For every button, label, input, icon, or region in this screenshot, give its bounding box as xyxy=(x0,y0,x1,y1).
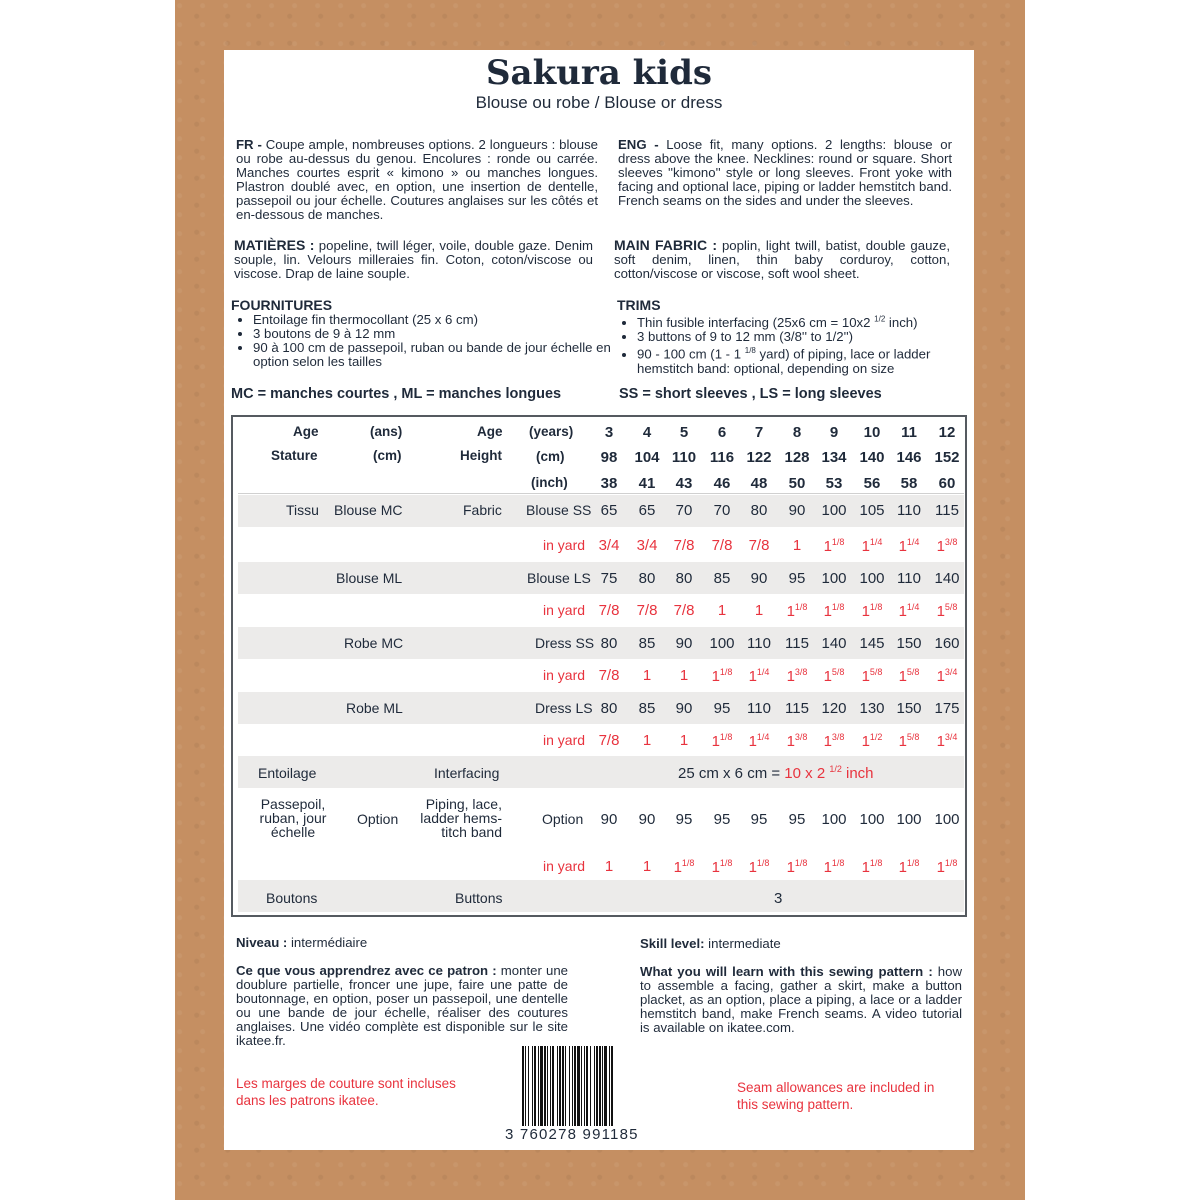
age-cell: 10 xyxy=(863,424,881,441)
pattern-subtitle: Blouse ou robe / Blouse or dress xyxy=(475,93,723,112)
option-fr-label xyxy=(243,797,343,839)
fabric-cm-cell: 175 xyxy=(934,700,960,717)
fabric-yard-cell: 7/8 xyxy=(748,537,770,554)
option-cm-cell: 95 xyxy=(750,811,768,828)
interfacing-fr-label: Entoilage xyxy=(258,765,317,781)
height-inch-cell: 48 xyxy=(750,475,768,492)
interfacing-en-label: Interfacing xyxy=(434,765,500,781)
yard-label: in yard xyxy=(543,732,586,748)
fabric-cm-cell: 80 xyxy=(600,700,618,717)
fabric-cm-cell: 65 xyxy=(600,502,618,519)
height-cm-cell: 152 xyxy=(934,449,960,466)
fabric-cm-cell: 70 xyxy=(713,502,731,519)
fabric-cm-cell: 150 xyxy=(896,635,922,652)
fabric-yard-cell: 1 xyxy=(679,732,689,749)
option-yard-cell: $1^{1/8}$ xyxy=(898,858,920,876)
fabric-yard-cell: $1^{1/4}$ xyxy=(898,537,920,555)
fabric-fr-label: Tissu xyxy=(286,502,319,518)
fabric-yard-cell: 1 xyxy=(679,667,689,684)
option-yard-cell: $1^{1/8}$ xyxy=(673,858,695,876)
fabric-cm-cell: 90 xyxy=(788,502,806,519)
fr-level xyxy=(236,936,367,950)
option-cm-cell: 95 xyxy=(675,811,693,828)
height-cm-cell: 98 xyxy=(600,449,618,466)
fabric-cm-cell: 105 xyxy=(859,502,885,519)
fabric-yard-cell: $1^{1/8}$ xyxy=(823,537,845,555)
barcode-number: 3 760278 991185 xyxy=(505,1126,639,1143)
age-cell: 9 xyxy=(829,424,839,441)
fr-trims-list xyxy=(231,313,613,369)
fr-legend: MC = manches courtes , ML = manches longues xyxy=(231,386,562,402)
option-yard-cell: $1^{1/8}$ xyxy=(748,858,770,876)
fabric-yard-cell: $1^{1/8}$ xyxy=(711,667,733,685)
fabric-cm-cell: 90 xyxy=(675,635,693,652)
age-cell: 6 xyxy=(717,424,727,441)
fabric-yard-cell: $1^{3/4}$ xyxy=(936,667,958,685)
height-cm-cell: 128 xyxy=(784,449,810,466)
fr-level-head: Niveau : xyxy=(236,935,288,950)
fabric-cm-cell: 110 xyxy=(897,570,921,587)
age-cell: 12 xyxy=(938,424,956,441)
stature-label: Stature xyxy=(271,448,318,463)
option-yard-cell: $1^{1/8}$ xyxy=(861,858,883,876)
cm-fr-label: (cm) xyxy=(373,448,402,463)
table-divider xyxy=(238,493,964,494)
fabric-yard-cell: 7/8 xyxy=(598,667,620,684)
option-cm-cell: 100 xyxy=(934,811,960,828)
age-cell: 11 xyxy=(901,424,917,441)
fabric-cm-cell: 85 xyxy=(638,700,656,717)
fabric-yard-cell: $1^{1/8}$ xyxy=(861,602,883,620)
row-label-fr: Robe MC xyxy=(344,635,404,651)
fabric-cm-cell: 80 xyxy=(638,570,656,587)
row-label-en: Dress LS xyxy=(535,700,593,716)
fabric-cm-cell: 90 xyxy=(675,700,693,717)
fabric-yard-cell: $1^{1/8}$ xyxy=(711,732,733,750)
fabric-cm-cell: 95 xyxy=(713,700,731,717)
option-cm-cell: 100 xyxy=(896,811,922,828)
fabric-en-label: Fabric xyxy=(463,502,502,518)
en-fabrics xyxy=(614,238,950,281)
fabric-yard-cell: 7/8 xyxy=(598,602,620,619)
option-en-line: titch band xyxy=(441,824,502,840)
age-cell: 7 xyxy=(754,424,764,441)
fabric-cm-cell: 115 xyxy=(935,502,959,519)
en-learn-head: What you will learn with this sewing pattern : xyxy=(640,964,933,979)
fabric-yard-cell: $1^{1/2}$ xyxy=(861,732,883,750)
fabric-cm-cell: 65 xyxy=(638,502,656,519)
height-label: Height xyxy=(460,448,502,463)
fr-learn-head: Ce que vous apprendrez avec ce patron : xyxy=(236,963,497,978)
age-cell: 3 xyxy=(604,424,614,441)
height-inch-cell: 46 xyxy=(713,475,731,492)
height-cm-cell: 104 xyxy=(634,449,660,466)
fabric-cm-cell: 75 xyxy=(600,570,618,587)
age-fr-label: Age xyxy=(293,424,319,439)
height-cm-cell: 140 xyxy=(859,449,885,466)
en-level-head: Skill level: xyxy=(640,936,705,951)
row-label-fr: Blouse MC xyxy=(334,502,403,518)
ans-label: (ans) xyxy=(370,424,403,439)
option-cm-cell: 90 xyxy=(638,811,656,828)
age-cell: 4 xyxy=(642,424,652,441)
list-item xyxy=(637,313,967,330)
option-cm-cell: 95 xyxy=(713,811,731,828)
row-label-fr: Robe ML xyxy=(346,700,403,716)
fabric-yard-cell: $1^{3/8}$ xyxy=(823,732,845,750)
list-item: • Entoilage fin thermocollant (25 x 6 cm) xyxy=(253,313,613,327)
height-cm-cell: 134 xyxy=(821,449,847,466)
option-fr-line: Passepoil, xyxy=(260,796,326,812)
height-inch-cell: 43 xyxy=(675,475,693,492)
en-fabric-text: poplin, light twill, batist, double gauze, soft denim, linen, thin baby corduroy, cotton, cotton/viscose or viscose, soft wool sheet. xyxy=(614,238,950,281)
fabric-yard-cell: 3/4 xyxy=(598,537,620,554)
option-fr-line: ruban, jour xyxy=(259,810,327,826)
fabric-yard-cell: 1 xyxy=(754,602,764,619)
fabric-yard-cell: $1^{5/8}$ xyxy=(898,667,920,685)
yard-label: in yard xyxy=(543,667,586,683)
fr-fabric-head: MATIÈRES : xyxy=(234,237,315,253)
fabric-yard-cell: $1^{5/8}$ xyxy=(936,602,958,620)
height-cm-cell: 122 xyxy=(746,449,772,466)
en-level-text: intermediate xyxy=(704,936,781,951)
interfacing-value xyxy=(678,764,874,782)
fr-fabric-text: popeline, twill léger, voile, double gaze. Denim souple, lin. Velours milleraies fin. Coton, coton/viscose ou viscose. Drap de laine souple. xyxy=(234,238,593,281)
en-learn xyxy=(640,965,962,1035)
option-cm-cell: 100 xyxy=(859,811,885,828)
fabric-yard-cell: 1 xyxy=(642,667,652,684)
fabric-cm-cell: 140 xyxy=(821,635,847,652)
row-label-fr: Blouse ML xyxy=(336,570,403,586)
fabric-cm-cell: 90 xyxy=(750,570,768,587)
en-fabric-head: MAIN FABRIC : xyxy=(614,237,717,253)
age-cell: 5 xyxy=(679,424,689,441)
fabric-yard-cell: $1^{3/8}$ xyxy=(936,537,958,555)
pattern-title: Sakura kids xyxy=(485,53,713,93)
fabric-cm-cell: 100 xyxy=(709,635,735,652)
fabric-yard-cell: 7/8 xyxy=(711,537,733,554)
fabric-cm-cell: 115 xyxy=(785,635,809,652)
fabric-cm-cell: 140 xyxy=(934,570,960,587)
en-desc-text: Loose fit, many options. 2 lengths: blouse or dress above the knee. Necklines: round or square. Short sleeves ''kimono'' style or long sleeves. Front yoke with facing and optional lace, piping or ladder hemstitch band. French seams on the sides and under the sleeves. xyxy=(618,137,952,208)
fabric-cm-cell: 160 xyxy=(934,635,960,652)
option-yard-cell: $1^{1/8}$ xyxy=(823,858,845,876)
fabric-yard-cell: $1^{1/4}$ xyxy=(748,732,770,750)
fabric-yard-cell: $1^{5/8}$ xyxy=(861,667,883,685)
fabric-cm-cell: 85 xyxy=(638,635,656,652)
fr-level-text: intermédiaire xyxy=(287,935,368,950)
option-en-line: Piping, lace, xyxy=(425,796,502,812)
height-inch-cell: 50 xyxy=(788,475,806,492)
fabric-cm-cell: 110 xyxy=(747,700,771,717)
option-en-line: ladder hems- xyxy=(420,810,502,826)
en-description xyxy=(618,138,952,208)
fabric-cm-cell: 70 xyxy=(675,502,693,519)
fabric-yard-cell: $1^{5/8}$ xyxy=(823,667,845,685)
fabric-cm-cell: 150 xyxy=(896,700,922,717)
row-label-en: Blouse SS xyxy=(526,502,592,518)
fabric-yard-cell: $1^{3/8}$ xyxy=(786,667,808,685)
fabric-cm-cell: 100 xyxy=(859,570,885,587)
fabric-cm-cell: 95 xyxy=(788,570,806,587)
en-legend: SS = short sleeves , LS = long sleeves xyxy=(619,386,882,402)
option-yard-cell: $1^{1/8}$ xyxy=(786,858,808,876)
yard-label: in yard xyxy=(543,858,586,874)
fabric-yard-cell: $1^{1/8}$ xyxy=(786,602,808,620)
fabric-yard-cell: 7/8 xyxy=(673,537,695,554)
option-yard-cell: $1^{1/8}$ xyxy=(936,858,958,876)
fabric-yard-cell: $1^{3/8}$ xyxy=(786,732,808,750)
en-trims-list xyxy=(615,313,967,376)
en-trims-head: TRIMS xyxy=(617,297,661,313)
option-cm-cell: 100 xyxy=(821,811,847,828)
row-label-en: Dress SS xyxy=(535,635,595,651)
fr-description xyxy=(236,138,598,222)
option-cm-cell: 95 xyxy=(788,811,806,828)
fr-fabrics xyxy=(234,238,593,281)
fabric-cm-cell: 145 xyxy=(859,635,885,652)
option-en: Option xyxy=(542,811,584,827)
fabric-cm-cell: 110 xyxy=(897,502,921,519)
fr-learn-text: monter une doublure partielle, froncer une jupe, faire une patte de boutonnage, en option, poser un passepoil, une dentelle ou une bande de jour échelle, réaliser des coutures anglaises. Une vidéo complète est disponible sur le site ikatee.fr. xyxy=(236,963,569,1048)
fabric-yard-cell: 1 xyxy=(717,602,727,619)
cm-en-label: (cm) xyxy=(536,449,565,464)
option-yard-cell: $1^{1/8}$ xyxy=(711,858,733,876)
height-inch-cell: 56 xyxy=(863,475,881,492)
height-inch-cell: 60 xyxy=(938,475,956,492)
fabric-cm-cell: 110 xyxy=(747,635,771,652)
inch-label: (inch) xyxy=(531,475,568,490)
option-yard-cell: 1 xyxy=(604,858,614,875)
height-cm-cell: 116 xyxy=(709,449,735,466)
height-inch-cell: 58 xyxy=(900,475,918,492)
years-label: (years) xyxy=(529,424,574,439)
fabric-cm-cell: 85 xyxy=(713,570,731,587)
row-label-en: Blouse LS xyxy=(527,570,591,586)
buttons-fr-label: Boutons xyxy=(266,890,318,906)
interfacing-cm: 25 cm x 6 cm = xyxy=(678,765,785,782)
fabric-yard-cell: 1 xyxy=(642,732,652,749)
fabric-yard-cell: $1^{1/4}$ xyxy=(748,667,770,685)
fabric-yard-cell: $1^{5/8}$ xyxy=(898,732,920,750)
height-inch-cell: 38 xyxy=(600,475,618,492)
en-seam-note: Seam allowances are included in this sewing pattern. xyxy=(737,1080,935,1112)
fabric-cm-cell: 100 xyxy=(821,570,847,587)
fabric-cm-cell: 100 xyxy=(821,502,847,519)
age-cell: 8 xyxy=(792,424,802,441)
option-yard-cell: 1 xyxy=(642,858,652,875)
list-item: • 90 à 100 cm de passepoil, ruban ou bande de jour échelle en option selon les tailles xyxy=(253,341,613,369)
buttons-en-label: Buttons xyxy=(455,890,503,906)
list-item: • 90 - 100 cm (1 - 1 $^{1/8}$ yard) of piping, lace or ladder hemstitch band: optional, depending on size xyxy=(637,344,967,375)
list-item: • 3 buttons of 9 to 12 mm (3/8'' to 1/2'') xyxy=(637,330,967,344)
interfacing-inch: 10 x 2 $^{1/2}$ inch xyxy=(784,764,874,782)
list-item: • 3 boutons de 9 à 12 mm xyxy=(253,327,613,341)
height-inch-cell: 41 xyxy=(638,475,656,492)
fabric-cm-cell: 80 xyxy=(600,635,618,652)
en-trim-1: Thin fusible interfacing (25x6 cm = 10x2 $^{1/2}$ inch) xyxy=(637,315,918,331)
option-en-label xyxy=(408,797,502,839)
table-band xyxy=(238,880,964,912)
fabric-cm-cell: 80 xyxy=(750,502,768,519)
fr-desc-text: Coupe ample, nombreuses options. 2 longueurs : blouse ou robe au-dessus du genou. Encolures : ronde ou carrée. Manches courtes esprit « kimono » ou manches longues. Plastron doublé avec, en option, une insertion de dentelle, passepoil ou jour échelle. Coutures anglaises sur les côtés et en-dessous de manches. xyxy=(236,137,598,222)
height-inch-cell: 53 xyxy=(825,475,843,492)
option-fr-line: échelle xyxy=(270,824,316,840)
option-fr-mid: Option xyxy=(357,811,399,827)
fabric-cm-cell: 130 xyxy=(859,700,885,717)
age-en-label: Age xyxy=(477,424,503,439)
fabric-yard-cell: 7/8 xyxy=(673,602,695,619)
fr-desc-head: FR - xyxy=(236,137,262,152)
en-learn-text: how to assemble a facing, gather a skirt, make a button placket, as an option, place a piping, a lace or a ladder hemstitch band, make French seams. A video tutorial is available on ikatee.com. xyxy=(640,964,962,1035)
fabric-cm-cell: 120 xyxy=(821,700,847,717)
fabric-yard-cell: $1^{1/8}$ xyxy=(823,602,845,620)
height-cm-cell: 110 xyxy=(671,449,697,466)
fabric-yard-cell: $1^{1/4}$ xyxy=(898,602,920,620)
barcode xyxy=(521,1046,671,1126)
fabric-yard-cell: 7/8 xyxy=(636,602,658,619)
fabric-yard-cell: 7/8 xyxy=(598,732,620,749)
fr-seam-note: Les marges de couture sont incluses dans les patrons ikatee. xyxy=(236,1076,456,1108)
height-cm-cell: 146 xyxy=(896,449,922,466)
fr-trims-head: FOURNITURES xyxy=(231,297,333,313)
fabric-cm-cell: 80 xyxy=(675,570,693,587)
fr-learn xyxy=(236,964,568,1048)
buttons-value: 3 xyxy=(774,890,783,907)
yard-label: in yard xyxy=(543,602,586,618)
en-desc-head: ENG - xyxy=(618,137,659,152)
option-cm-cell: 90 xyxy=(600,811,618,828)
fabric-yard-cell: $1^{1/4}$ xyxy=(861,537,883,555)
fabric-yard-cell: $1^{3/4}$ xyxy=(936,732,958,750)
fabric-cm-cell: 115 xyxy=(785,700,809,717)
fabric-yard-cell: 1 xyxy=(792,537,802,554)
yard-label: in yard xyxy=(543,537,586,553)
en-level xyxy=(640,937,781,951)
fabric-yard-cell: 3/4 xyxy=(636,537,658,554)
